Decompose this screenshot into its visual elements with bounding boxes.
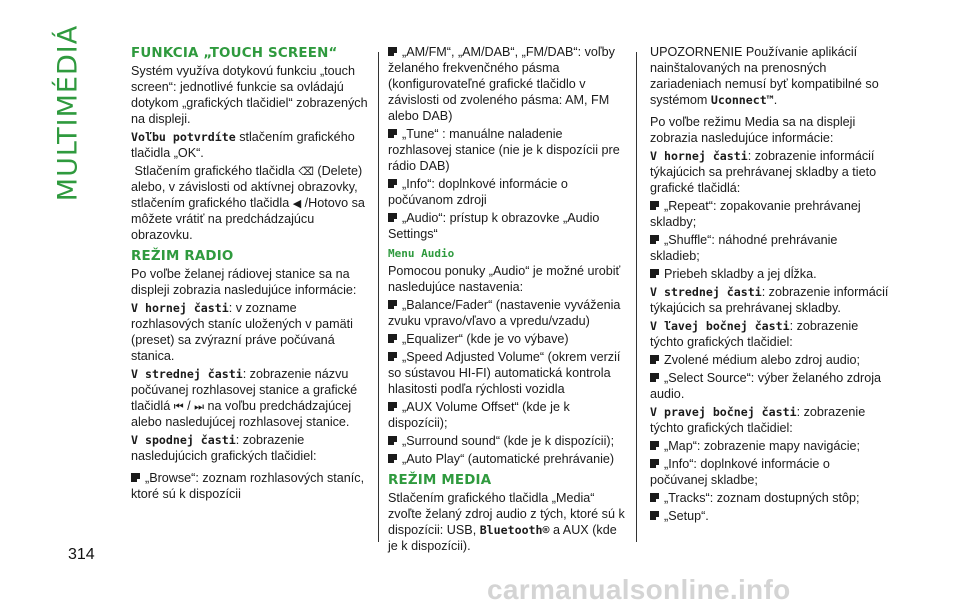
list-item-text: „Speed Adjusted Volume“ (okrem verzií so sústavou HI-FI) automatická kontrola hlasitosti podľa rýchlosti vozidla <box>388 350 621 396</box>
list-item-text: „Info“: doplnkové informácie o počúvanej skladbe; <box>650 457 830 487</box>
list-item <box>388 126 628 174</box>
list-item <box>650 490 890 506</box>
paragraph-audio-intro: Pomocou ponuky „Audio“ je možné urobiť nasledujúce nastavenia: <box>388 264 621 294</box>
bold-confirm: Voľbu potvrdíte <box>131 130 236 144</box>
bold-radio-bottom: V spodnej časti <box>131 433 236 447</box>
section-side-title <box>40 24 96 202</box>
list-item-text: „Browse“: zoznam rozhlasových staníc, ktoré sú k dispozícii <box>131 471 365 501</box>
column-3 <box>650 44 890 526</box>
column-divider-1 <box>378 52 379 542</box>
list-item <box>650 438 890 454</box>
text-delete-b: (Delete) alebo, v závislosti od aktívnej obrazovky, stlačením grafického tlačidla <box>131 164 363 210</box>
list-item <box>650 198 890 230</box>
list-item-text: „Info“: doplnkové informácie o počúvanom zdroji <box>388 177 568 207</box>
text-radio-top: : v zozname rozhlasových staníc uložených v pamäti (preset) sa zvýrazní práve počúvaná stanica. <box>131 301 353 363</box>
bullet-icon <box>388 352 397 361</box>
bullet-icon <box>650 235 659 244</box>
text-delete-c: /Hotovo sa môžete vrátiť na predchádzajúcu obrazovku. <box>131 196 365 242</box>
list-item <box>388 210 628 242</box>
text-media-b: a AUX (kde je k dispozícii). <box>388 523 617 553</box>
heading-radio-mode: REŽIM RADIO <box>131 249 234 264</box>
paragraph-radio-top <box>131 300 371 364</box>
list-item <box>388 433 628 449</box>
bold-bluetooth: Bluetooth® <box>479 523 550 537</box>
list-item-text: „Balance/Fader“ (nastavenie vyváženia zvuku vpravo/vľavo a vpredu/vzadu) <box>388 298 621 328</box>
list-item-text: Priebeh skladby a jej dĺžka. <box>664 267 817 281</box>
backspace-icon: ⌫ <box>298 166 314 178</box>
list-item <box>131 470 371 502</box>
skip-previous-icon: ⏮ <box>173 401 184 413</box>
bullet-icon <box>388 213 397 222</box>
column-2 <box>388 44 628 556</box>
watermark: carmanualsonline.info <box>487 574 791 604</box>
text-media-left: : zobrazenie týchto grafických tlačidiel: <box>650 319 859 349</box>
paragraph-media-info: Po voľbe režimu Media sa na displeji zobrazia nasledujúce informácie: <box>650 115 856 145</box>
text-warning-a: UPOZORNENIE Používanie aplikácií nainštalovaných na prenosných zariadeniach nemusí byť kompatibilné so systémom <box>650 45 879 107</box>
bullet-icon <box>388 334 397 343</box>
paragraph-media-intro <box>388 490 628 554</box>
text-confirm: stlačením grafického tlačidla „OK“. <box>131 130 355 160</box>
list-item <box>650 352 890 368</box>
list-item-text: „Setup“. <box>664 509 709 523</box>
text-media-top: : zobrazenie informácií týkajúcich sa prehrávanej skladby a tieto grafické tlačidlá: <box>650 149 877 195</box>
list-item-text: „Tune“ : manuálne naladenie rozhlasovej stanice (nie je k dispozícii pre rádio DAB) <box>388 127 620 173</box>
list-item-text: „Shuffle“: náhodné prehrávanie skladieb; <box>650 233 838 263</box>
bold-radio-middle: V strednej časti <box>131 367 243 381</box>
list-item-text: „Audio“: prístup k obrazovke „Audio Settings“ <box>388 211 600 241</box>
text-slash: / <box>183 399 195 413</box>
paragraph-media-right <box>650 404 890 436</box>
paragraph-confirm <box>131 129 371 161</box>
paragraph-touch-intro: Systém využíva dotykovú funkciu „touch screen“: jednotlivé funkcie sa ovládajú dotykom „grafických tlačidiel“ zobrazených na displeji. <box>131 64 368 126</box>
paragraph-delete-back <box>131 163 371 243</box>
list-item-text: Zvolené médium alebo zdroj audio; <box>664 353 861 367</box>
list-item-text: „Surround sound“ (kde je k dispozícii); <box>402 434 615 448</box>
text-warning-b: . <box>773 93 778 107</box>
paragraph-radio-middle <box>131 366 371 430</box>
bullet-icon <box>388 454 397 463</box>
list-item <box>388 349 628 397</box>
paragraph-media-top <box>650 148 890 196</box>
bold-radio-top: V hornej časti <box>131 301 229 315</box>
bullet-icon <box>650 459 659 468</box>
list-item-text: „Map“: zobrazenie mapy navigácie; <box>664 439 860 453</box>
bullet-icon <box>388 47 397 56</box>
section-side-title-text: MULTIMÉDIÁ <box>52 24 84 202</box>
paragraph-media-left <box>650 318 890 350</box>
list-item <box>388 44 628 124</box>
bullet-icon <box>650 269 659 278</box>
text-media-right: : zobrazenie týchto grafických tlačidiel: <box>650 405 866 435</box>
list-item <box>388 399 628 431</box>
list-item-text: „Repeat“: zopakovanie prehrávanej skladby; <box>650 199 861 229</box>
bullet-icon <box>131 473 140 482</box>
bullet-icon <box>388 402 397 411</box>
list-item <box>388 451 628 467</box>
column-divider-2 <box>636 52 637 542</box>
list-item <box>650 508 890 524</box>
bullet-icon <box>650 493 659 502</box>
bullet-icon <box>650 355 659 364</box>
skip-next-icon: ⏭ <box>194 401 205 413</box>
bullet-icon <box>388 179 397 188</box>
page-number: 314 <box>68 546 95 563</box>
bullet-icon <box>650 441 659 450</box>
list-item <box>650 266 890 282</box>
bullet-icon <box>650 373 659 382</box>
heading-touch-screen: FUNKCIA „TOUCH SCREEN“ <box>131 46 338 61</box>
text-delete-a: Stlačením grafického tlačidla <box>134 164 299 178</box>
bold-media-left: V ľavej bočnej časti <box>650 319 790 333</box>
column-1 <box>131 44 371 504</box>
list-item-text: „AUX Volume Offset“ (kde je k dispozícii); <box>388 400 570 430</box>
bullet-icon <box>388 300 397 309</box>
bold-media-top: V hornej časti <box>650 149 748 163</box>
list-item <box>388 331 628 347</box>
text-radio-middle-a: : zobrazenie názvu počúvanej rozhlasovej stanice a grafické tlačidlá <box>131 367 358 413</box>
list-item <box>650 370 890 402</box>
heading-menu-audio: Menu Audio <box>388 247 455 260</box>
bullet-icon <box>388 129 397 138</box>
list-item-text: „Auto Play“ (automatické prehrávanie) <box>402 452 615 466</box>
paragraph-warning <box>650 44 890 108</box>
text-media-a: Stlačením grafického tlačidla „Media“ zvoľte želaný zdroj audio z tých, ktoré sú k dispozícii: USB, <box>388 491 625 537</box>
paragraph-media-middle <box>650 284 890 316</box>
list-item <box>388 176 628 208</box>
list-item-text: „AM/FM“, „AM/DAB“, „FM/DAB“: voľby želaného frekvenčného pásma (konfigurovateľné grafické tlačidlo v závislosti od zvoleného pásma: AM, FM alebo DAB) <box>388 45 615 123</box>
list-item <box>650 232 890 264</box>
bullet-icon <box>650 201 659 210</box>
back-arrow-icon: ◀ <box>292 198 302 210</box>
heading-media-mode: REŽIM MEDIA <box>388 473 492 488</box>
list-item-text: „Select Source“: výber želaného zdroja audio. <box>650 371 882 401</box>
bullet-icon <box>650 511 659 520</box>
list-item <box>388 297 628 329</box>
bullet-icon <box>388 436 397 445</box>
bold-media-middle: V strednej časti <box>650 285 762 299</box>
text-radio-bottom: : zobrazenie nasledujúcich grafických tlačidiel: <box>131 433 317 463</box>
list-item-text: „Tracks“: zoznam dostupných stôp; <box>664 491 860 505</box>
list-item-text: „Equalizer“ (kde je vo výbave) <box>402 332 569 346</box>
text-media-middle: : zobrazenie informácií týkajúcich sa prehrávanej skladby. <box>650 285 889 315</box>
list-item <box>650 456 890 488</box>
text-radio-middle-b: na voľbu predchádzajúcej alebo nasledujúcej rozhlasovej stanice. <box>131 399 352 429</box>
bold-uconnect: Uconnect™ <box>710 93 774 107</box>
bold-media-right: V pravej bočnej časti <box>650 405 797 419</box>
paragraph-radio-intro: Po voľbe želanej rádiovej stanice sa na displeji zobrazia nasledujúce informácie: <box>131 267 357 297</box>
paragraph-radio-bottom <box>131 432 371 464</box>
